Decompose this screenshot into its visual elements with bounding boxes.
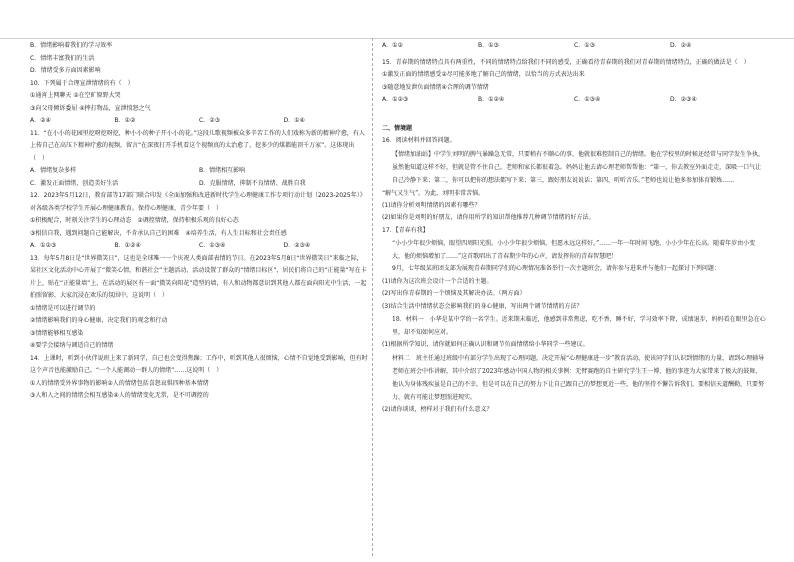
q17-sub-question: (1)请你为这次班会设计一个合适的主题。	[382, 277, 493, 285]
q10-item: ①通宵上网聊天 ②在空旷原野大哭	[30, 92, 121, 99]
q14-option-d: D．②④	[670, 42, 692, 49]
q17-material: “小小少年很少烦恼，眼望四周阳光照。小小少年很少烦恼，但愿永远这样好。”……一年一年时间飞跑，小小少年在长高。随着年岁由小变大，他的烦恼增加了……”这首歌唱出了青春期少年的心声，请发挥你的青春智慧吧！	[392, 240, 756, 260]
q9-option-c: C．情绪丰富我们的生活	[30, 54, 95, 62]
q16-sub-question: (2)如果你是刘明的好朋友，请你用所学的知识帮他推荐几种调节情绪的好方法。	[382, 214, 595, 221]
q12-option-b: B．①②④	[114, 242, 141, 249]
column-divider	[372, 38, 373, 556]
q9-option-d: D．情绪受多方面因素影响	[30, 67, 101, 74]
q16-material-end: “解气又生气”。为此，刘明非常苦恼。	[382, 189, 485, 197]
q18-material-2: 材料二 班主任通过班级中有部分学生出现了心理问题，决定开展“心理健康进一步”教育活动，使该同学们认识到情绪的力量，请到心理辅导老师在班会中作讲解，其中介绍了2023年感动中国人物的相关事例：无臂赛跑的自主研究学生王一博，他的事迹为大家带来了极大的鼓舞，他认为身体残疾虽是自己的不幸，但是可以在自己的努力下让自己跟自己的梦想更近一些，他的坚持不懈告诉我们，要相信天道酬勤，只要努力，就有可能让梦想照进现实。	[392, 354, 765, 401]
q13-item: ①情绪是可以进行调节的	[30, 304, 96, 312]
q10-option-a: A．②④	[30, 117, 51, 124]
q12-option-c: C．①③④	[199, 242, 226, 249]
q16-sub-question: (1)请你分析刘明情绪的因素有哪些？	[382, 201, 481, 209]
left-column	[30, 40, 368, 403]
q17-intro: 9月，七年级某班团支部为展现青春期同学们的心理情况准备举行一次主题班会，请你参与进来并与他们一起探讨下列问题：	[392, 265, 720, 272]
q12-options	[30, 240, 368, 253]
q10-stem: 10．下列属于合理宣泄情绪的有（ ）	[30, 79, 134, 87]
q14-item: ①人的情绪受外界事物的影响②人的情绪包括喜怒哀惧四种基本情绪	[30, 379, 209, 387]
q12-option-d: D．②③④	[283, 242, 311, 249]
q17-sub-question: (3)结合生活中情绪状态会影响我们的身心健康，写出两个调节情绪的方法？	[382, 302, 583, 310]
q14-option-a: A．①②	[382, 42, 403, 49]
q10-item: ③向父母倾诉委屈 ④摔打物品，宣泄愤怒之气	[30, 104, 151, 112]
q10-option-c: C．②③	[199, 117, 220, 124]
right-column	[382, 40, 766, 416]
q15-stem: 15．青春期的情绪特点具有两重性，不同的情绪特点给我们不同的感受，正确看待青春期的我们对青春期的情绪特点，正确的做法是（ ）	[382, 58, 750, 66]
q12-stem: 12．2023年5月12日，教育部等17部门联合印发《全面加强和改进新时代学生心理健康工作专项行动计划（2023-2025年）》对各级各类学校学生开展心理健康教育。保持心理健康，青少年要（ ）	[30, 192, 366, 212]
q10-option-d: D．①④	[283, 117, 305, 124]
q15-options	[382, 94, 766, 107]
q15-item: ③随意地发泄负面情绪④合理的调节情绪	[382, 83, 489, 91]
q11-option-c: C．激发正面情绪，创造美好生活	[30, 179, 119, 187]
q15-item: ①激发正面的情绪感受②尽可能多地了解自己的情绪，以恰当的方式表达出来	[382, 71, 585, 78]
q18-sub-question-2: (2)请你谈谈，榜样对于我们有什么意义？	[382, 405, 493, 413]
q14-option-b: B．①③	[478, 42, 499, 49]
q10-options	[30, 115, 368, 128]
q11-options-row1	[30, 165, 368, 178]
q16-stem: 16．阅读材料并回答问题。	[382, 137, 456, 144]
q15-option-d: D．②③④	[670, 96, 697, 103]
section-2-title: 二、情境题	[382, 124, 413, 132]
q13-stem: 13．每年5月8日是“世界微笑日”，这也是全球唯一一个庆祝人类面部表情的节日。在2023年5月8日“世界微笑日”来临之际，某社区文化活动中心开展了“微笑心情，和谐社会”主题活动，活动设置了群众的“情绪目标区”，居民们将自己的“正能量”写在卡片上，贴在“正能量墙”上，在活动的展区有一面“微笑向阳花”造型的墙，有人和动物都意识到其他人都在面向阳光中生活，一起拍照留影，大家沉浸在欢乐的氛围中。这说明（ ）	[30, 254, 367, 299]
q12-item: ①积极配合，时刻关注学生的心理动态 ②调控情绪，保持积极乐观的良好心态	[30, 217, 239, 224]
q13-item: ④要学会接纳与调适自己的情绪	[30, 342, 114, 349]
q17-stem: 17．【青春有我】	[382, 226, 429, 234]
q15-option-a: A．①②③	[382, 96, 409, 103]
q14-option-c: C．①③	[574, 42, 595, 49]
q11-option-a: A．情绪复杂多样	[30, 167, 77, 174]
q15-option-b: B．①②④	[478, 96, 505, 103]
q12-option-a: A．①②③	[30, 242, 57, 249]
q11-options-row2	[30, 178, 368, 191]
q13-item: ②情绪影响我们的身心健康，决定我们的观念和行动	[30, 317, 168, 324]
q14-item: ③人和人之间的情绪会相互感染④人的情绪变化无常，是不可调控的	[30, 392, 209, 399]
q16-material: 【情绪加油站】中学生刘明的脾气暴躁急无常，只要稍有不顺心的事，他就很难控制自己的情绪。他在学校里的时候还经常与同学发生争执，虽然他知道这样不好，但就是管不住自己。老师和家长都很着急。妈妈让他去请心理老师帮帮他：“第一，你去教室外面走走，深吸一口气让自己冷静下来；第二，你可以把你的想法都写下来；第三，跟好朋友说说话；第四，听听音乐。”老师也说让他多参加体育锻炼……	[392, 150, 765, 184]
top-border	[0, 38, 794, 39]
q14-stem: 14．上课时，听到小伙伴说班上来了新同学，自己也会变得焦躁；工作中，听到其他人很烦恼，心情不自觉地受到影响，但有时这个声音也能激励自己，“一个人能调动一群人的情绪”……这说明（ ）	[30, 354, 368, 374]
q15-option-c: C．①③④	[574, 96, 601, 103]
q11-option-b: B．情绪相互影响	[199, 167, 246, 174]
q11-option-d: D．克服情绪，抑制不良情绪、战胜自我	[199, 179, 306, 187]
q10-option-b: B．①②	[114, 117, 136, 124]
q12-item: ③相信自我，遇到问题自己能解决，不肯承认自己的困难 ④培养生活，有人生目标和社会责任感	[30, 229, 287, 237]
q18-material-1: 18．材料一 小华是某中学的一名学生。近来期末临近，他感到非常焦虑，吃不香，睡不好，学习效率下降，成绩退步，妈妈看在眼里急在心里，却不知如何应对。	[392, 316, 766, 336]
q13-item: ③情绪能够相互感染	[30, 329, 84, 337]
q11-stem: 11．“在小小的花园里挖呀挖呀挖，种小小的种子开小小的花。”这段儿歌视频被众多辛苦工作的人们戏称为新的精神疗愈，有人上传自己在高压下精神疗愈的视频，留言“在深夜打开手机看这个视频真的太治愈了，挖多少的煤都能顶千万家”。这体现出（ ）	[30, 129, 365, 162]
q14-options	[382, 40, 766, 53]
q9-option-b: B．情绪影响着我们的学习效率	[30, 42, 113, 49]
q18-sub-question-1: (1)根据所学知识，请你就如何正确认识和调节负面情绪给小华同学一些建议。	[382, 341, 589, 348]
q17-sub-question: (2)写出你青春期的一个烦恼及其解决办法。（两方面）	[382, 290, 526, 297]
